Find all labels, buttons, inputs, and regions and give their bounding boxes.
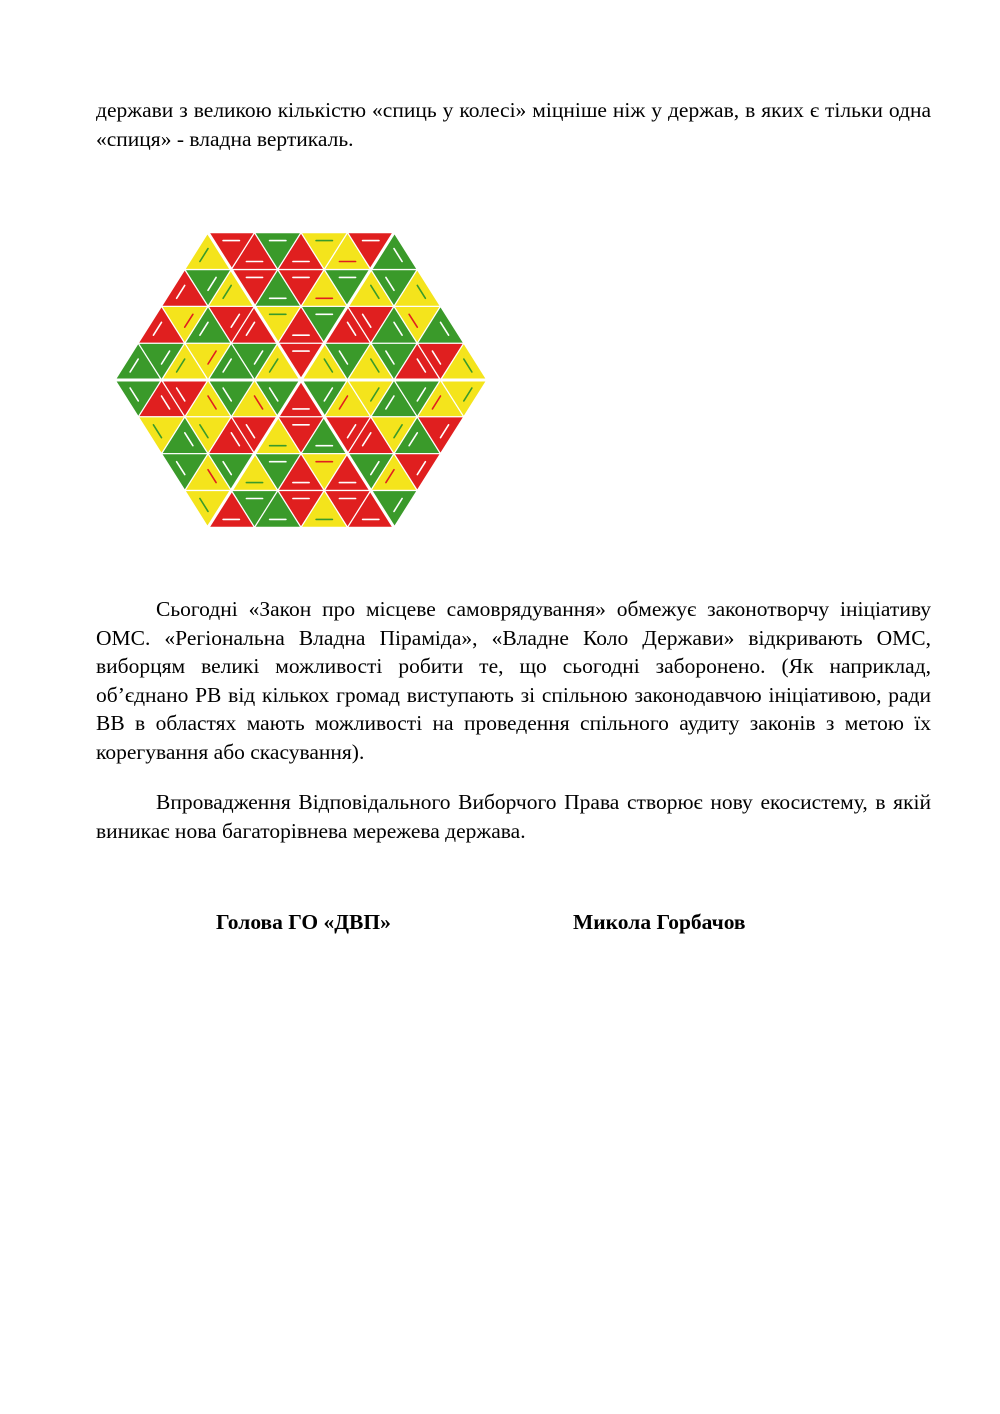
signature-role: Голова ГО «ДВП»: [216, 910, 391, 934]
paragraph-continuation: держави з великою кількістю «спиць у колесі» міцніше ніж у держав, в яких є тільки одна «спиця» - владна вертикаль.: [96, 98, 931, 151]
paragraph-intro: Впровадження Відповідального Виборчого Права створює нову екосистему, в якій виникає нова багаторівнева мережева держава.: [96, 790, 931, 843]
hexagon-mosaic-figure: [106, 210, 496, 550]
hexagon-triangle-mosaic-icon: [106, 210, 496, 550]
signature-name: Микола Горбачов: [573, 910, 746, 934]
paragraph-law: Сьогодні «Закон про місцеве самоврядування» обмежує законотворчу ініціативу ОМС. «Регіональна Владна Піраміда», «Владне Коло Держави» відкривають ОМС, виборцям великі можливості робити те, що сьогодні заборонено. (Як наприклад, об’єднано РВ від кількох громад виступають зі спільною законодавчою ініціативою, ради ВВ в областях мають можливості на проведення спільного аудиту законів з метою їх корегування або скасування).: [96, 597, 931, 764]
